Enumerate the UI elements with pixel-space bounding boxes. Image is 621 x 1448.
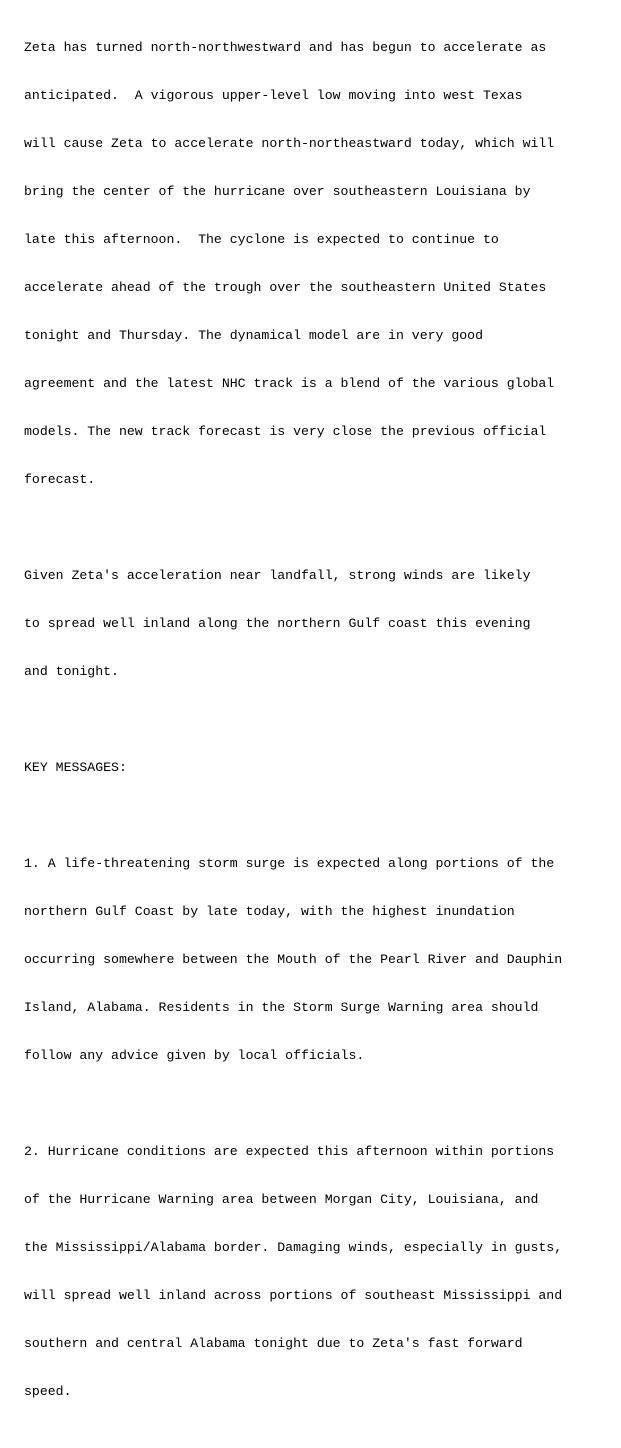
text-line: speed. bbox=[24, 1384, 72, 1399]
text-line: bring the center of the hurricane over southeastern Louisiana by bbox=[24, 184, 531, 199]
key-messages-heading bbox=[24, 728, 614, 808]
forecast-discussion bbox=[24, 8, 614, 1448]
text-line: follow any advice given by local officials. bbox=[24, 1048, 365, 1063]
text-line: models. The new track forecast is very close the previous official bbox=[24, 424, 547, 439]
discussion-paragraph-2 bbox=[24, 536, 614, 712]
text-line: tonight and Thursday. The dynamical model are in very good bbox=[24, 328, 483, 343]
text-line: forecast. bbox=[24, 472, 96, 487]
text-line: southern and central Alabama tonight due to Zeta's fast forward bbox=[24, 1336, 523, 1351]
text-line: 2. Hurricane conditions are expected this afternoon within portions bbox=[24, 1144, 555, 1159]
text-line: northern Gulf Coast by late today, with the highest inundation bbox=[24, 904, 515, 919]
text-line: late this afternoon. The cyclone is expected to continue to bbox=[24, 232, 499, 247]
key-message-2 bbox=[24, 1112, 614, 1432]
key-message-1 bbox=[24, 824, 614, 1096]
section-heading: KEY MESSAGES: bbox=[24, 760, 127, 775]
text-line: 1. A life-threatening storm surge is expected along portions of the bbox=[24, 856, 555, 871]
text-line: Given Zeta's acceleration near landfall, strong winds are likely bbox=[24, 568, 531, 583]
text-line: of the Hurricane Warning area between Morgan City, Louisiana, and bbox=[24, 1192, 539, 1207]
text-line: will cause Zeta to accelerate north-northeastward today, which will bbox=[24, 136, 555, 151]
text-line: anticipated. A vigorous upper-level low moving into west Texas bbox=[24, 88, 523, 103]
text-line: Island, Alabama. Residents in the Storm Surge Warning area should bbox=[24, 1000, 539, 1015]
text-line: agreement and the latest NHC track is a blend of the various global bbox=[24, 376, 555, 391]
text-line: occurring somewhere between the Mouth of the Pearl River and Dauphin bbox=[24, 952, 563, 967]
discussion-paragraph-1 bbox=[24, 8, 614, 520]
text-line: will spread well inland across portions of southeast Mississippi and bbox=[24, 1288, 563, 1303]
text-line: and tonight. bbox=[24, 664, 119, 679]
text-line: accelerate ahead of the trough over the southeastern United States bbox=[24, 280, 547, 295]
text-line: Zeta has turned north-northwestward and has begun to accelerate as bbox=[24, 40, 547, 55]
text-line: to spread well inland along the northern Gulf coast this evening bbox=[24, 616, 531, 631]
text-line: the Mississippi/Alabama border. Damaging winds, especially in gusts, bbox=[24, 1240, 563, 1255]
